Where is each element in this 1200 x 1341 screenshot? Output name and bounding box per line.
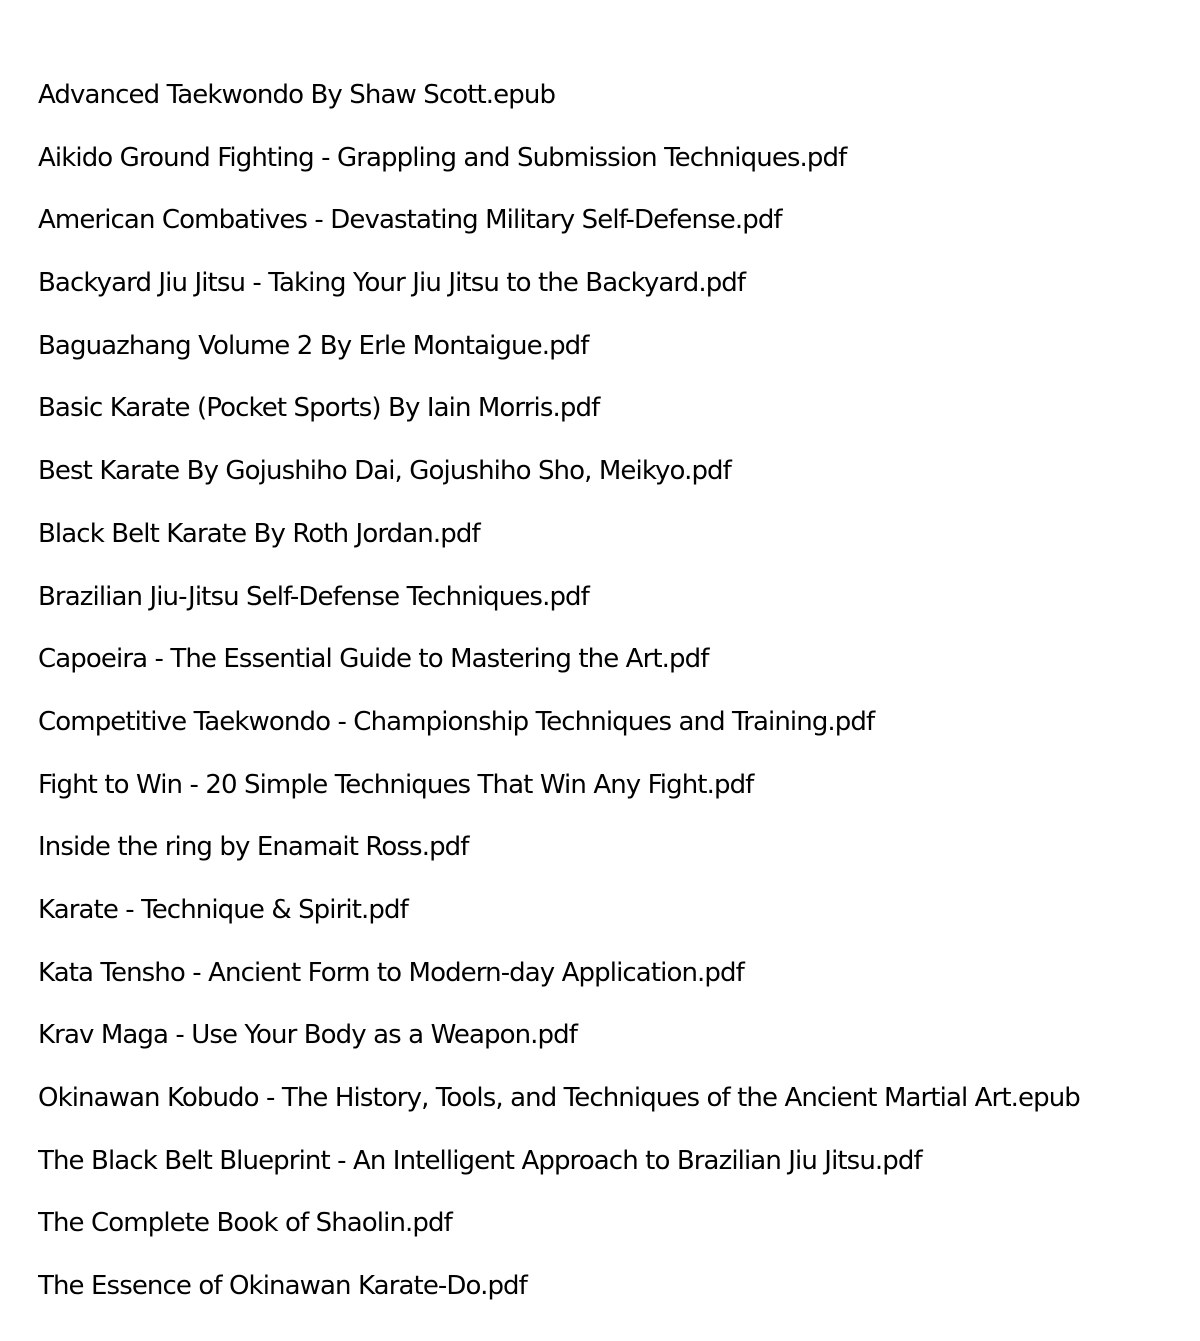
file-name: Aikido Ground Fighting - Grappling and Submission Techniques.pdf	[38, 142, 847, 173]
file-name: Baguazhang Volume 2 By Erle Montaigue.pdf	[38, 330, 589, 361]
file-name: Backyard Jiu Jitsu - Taking Your Jiu Jitsu to the Backyard.pdf	[38, 268, 746, 299]
file-name: Advanced Taekwondo By Shaw Scott.epub	[38, 80, 556, 110]
file-name: Fight to Win - 20 Simple Techniques That Win Any Fight.pdf	[38, 769, 754, 800]
file-name: Kata Tensho - Ancient Form to Modern-day Application.pdf	[38, 957, 744, 988]
file-name: Inside the ring by Enamait Ross.pdf	[38, 832, 469, 863]
file-name: Competitive Taekwondo - Championship Techniques and Training.pdf	[38, 706, 875, 737]
file-name: Krav Maga - Use Your Body as a Weapon.pdf	[38, 1020, 578, 1051]
file-name: The Black Belt Blueprint - An Intelligent Approach to Brazilian Jiu Jitsu.pdf	[38, 1145, 922, 1176]
file-name: Basic Karate (Pocket Sports) By Iain Morris.pdf	[38, 393, 600, 424]
file-name: Brazilian Jiu-Jitsu Self-Defense Techniques.pdf	[38, 581, 589, 612]
file-name: Karate - Technique & Spirit.pdf	[38, 894, 408, 925]
file-name: The Essence of Okinawan Karate-Do.pdf	[38, 1271, 527, 1302]
file-name: Best Karate By Gojushiho Dai, Gojushiho Sho, Meikyo.pdf	[38, 456, 731, 487]
file-name: The Complete Book of Shaolin.pdf	[38, 1208, 452, 1239]
file-name: Black Belt Karate By Roth Jordan.pdf	[38, 518, 480, 549]
file-name: Okinawan Kobudo - The History, Tools, and Techniques of the Ancient Martial Art.epub	[38, 1083, 1080, 1113]
file-name: American Combatives - Devastating Military Self-Defense.pdf	[38, 205, 782, 236]
file-list	[38, 75, 1188, 1329]
file-name: Capoeira - The Essential Guide to Mastering the Art.pdf	[38, 644, 709, 675]
